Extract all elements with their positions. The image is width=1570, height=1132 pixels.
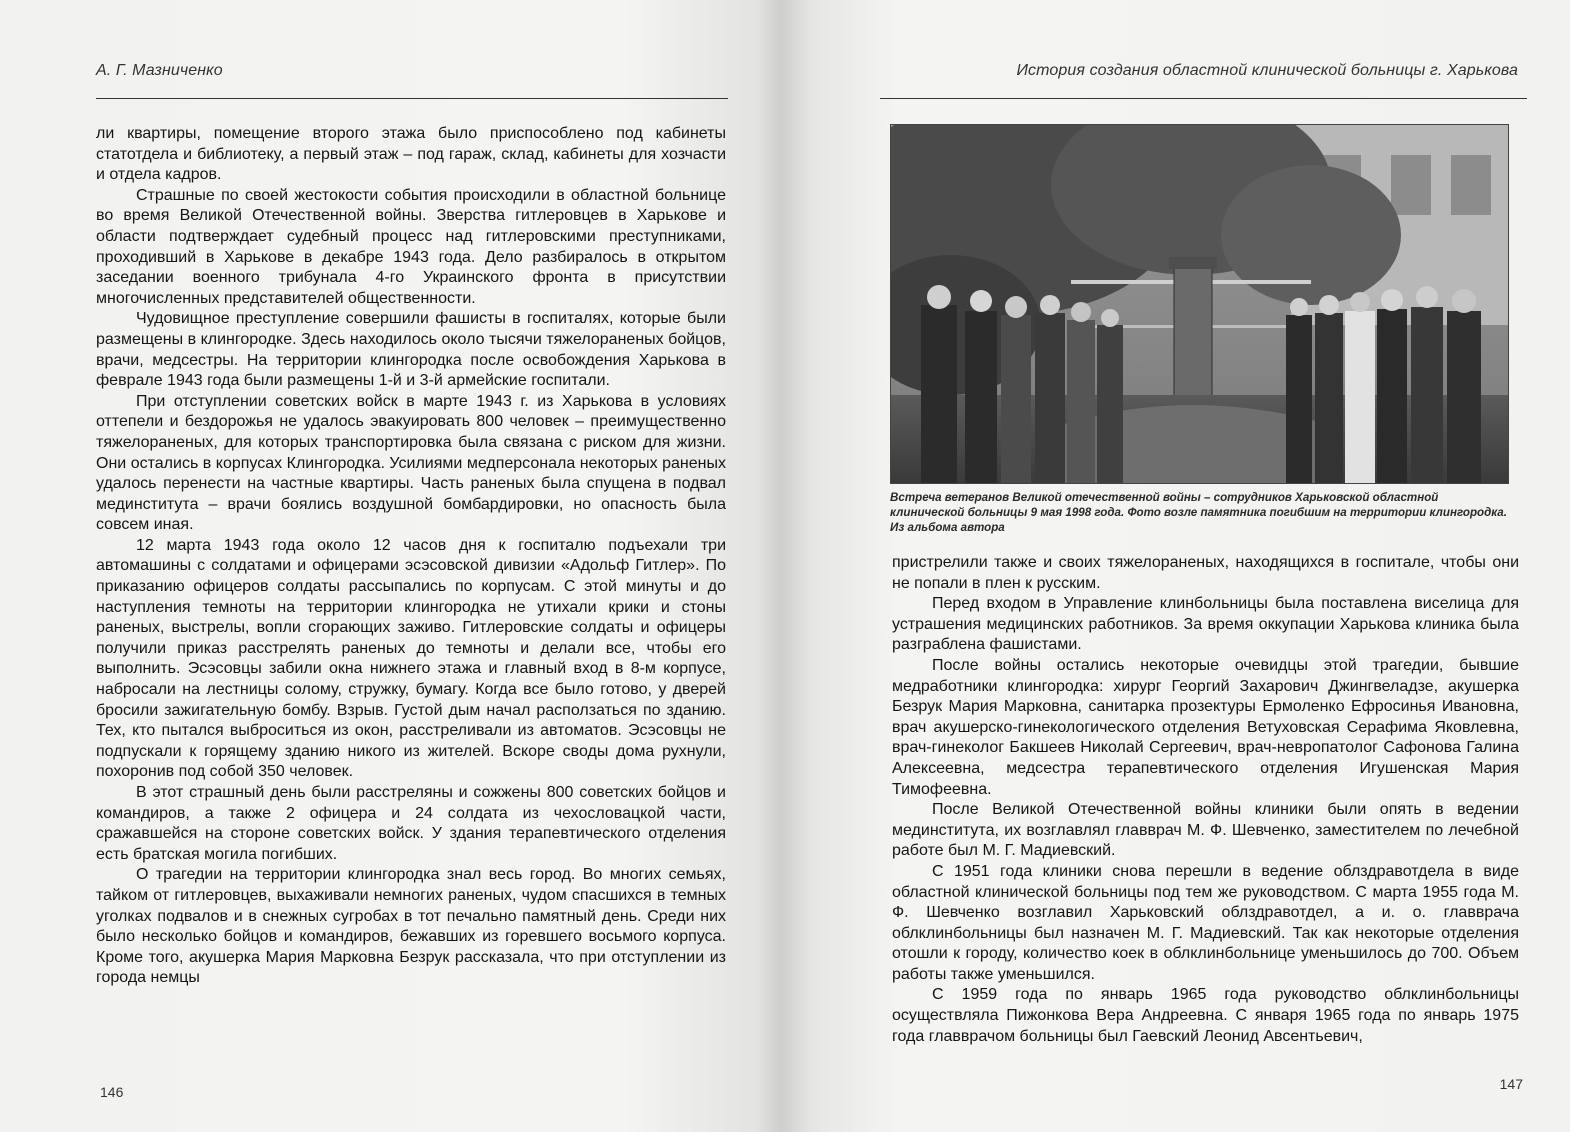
- paragraph: пристрелили также и своих тяжелораненых, находящихся в госпитале, чтобы они не попали в плен к русским.: [892, 554, 1519, 592]
- left-page: [0, 0, 780, 1132]
- page-number: 146: [100, 1084, 124, 1100]
- paragraph: Перед входом в Управление клинбольницы была поставлена виселица для устрашения медицинских работников. За время оккупации Харькова клиника была разграблена фашистами.: [892, 595, 1519, 654]
- right-page: [780, 0, 1570, 1132]
- header-rule: [96, 98, 728, 99]
- running-header-author: А. Г. Мазниченко: [96, 62, 223, 79]
- paragraph: С 1951 года клиники снова перешли в ведение облздравотдела в виде областной клинической больницы под тем же руководством. С марта 1955 года М. Ф. Шевченко возглавил Харьковский облздравотдел, а и. о. главврача облклинбольницы был назначен М. Г. Мадиевский. Так как некоторые отделения отошли к городу, количество коек в облклинбольнице уменьшилось до 700. Объем работы также уменьшился.: [892, 862, 1519, 983]
- veterans-photo: [890, 124, 1509, 484]
- paragraph: ли квартиры, помещение второго этажа было приспособлено под кабинеты статотдела и библиотеку, а первый этаж – под гараж, склад, кабинеты для хозчасти и отдела кадров.: [96, 125, 726, 184]
- paragraph: При отступлении советских войск в марте 1943 г. из Харькова в условиях оттепели и бездорожья не удалось эвакуировать 800 человек – преимущественно тяжелораненых, для которых транспортировка была связана с риском для жизни. Они остались в корпусах Клингородка. Усилиями медперсонала некоторых раненых удалось перенести на частные квартиры. Часть раненых была спущена в подвал мединститута – врачи боялись воздушной бомбардировки, но опасность была совсем иная.: [96, 392, 726, 534]
- paragraph: В этот страшный день были расстреляны и сожжены 800 советских бойцов и командиров, а также 2 офицера и 24 солдата из чехословацкой части, сражавшейся на стороне советских войск. У здания терапевтического отделения есть братская могила погибших.: [96, 784, 726, 863]
- paragraph: Страшные по своей жестокости события происходили в областной больнице во время Великой Отечественной войны. Зверства гитлеровцев в Харькове и области подтверждает судебный процесс над гитлеровскими преступниками, проходивший в Харькове в декабре 1943 года. Дело разбиралось в открытом заседании военного трибунала 4-го Украинского фронта в присутствии многочисленных представителей общественности.: [96, 186, 726, 307]
- left-text-column: [96, 124, 726, 989]
- right-text-column: [892, 553, 1519, 1047]
- page-number: 147: [1499, 1076, 1523, 1092]
- paragraph: О трагедии на территории клингородка знал весь город. Во многих семьях, тайком от гитлеровцев, выхаживали немногих раненых, чудом спасшихся в темных уголках подвалов и в снежных сугробах в тот печально памятный день. Среди них было несколько бойцов и командиров, бежавших из горевшего восьмого корпуса. Кроме того, акушерка Мария Марковна Безрук рассказала, что при отступлении из города немцы: [96, 866, 726, 987]
- running-header-title: История создания областной клинической больницы г. Харькова: [1016, 62, 1518, 79]
- paragraph: 12 марта 1943 года около 12 часов дня к госпиталю подъехали три автомашины с солдатами и офицерами эсэсовской дивизии «Адольф Гитлер». По приказанию офицеров солдаты рассыпались по корпусам. С этой минуты и до наступления темноты на территории клингородка не утихали крики и стоны раненых, выстрелы, вопли сгорающих заживо. Гитлеровские солдаты и офицеры получили приказ расстрелять раненых до темноты и делали все, чтобы его выполнить. Эсэсовцы забили окна нижнего этажа и главный вход в 8-м корпусе, набросали на лестницы солому, стружку, бумагу. Когда все было готово, у дверей бросили зажигательную бомбу. Взрыв. Густой дым начал расползаться по зданию. Тех, кто пытался выброситься из окон, расстреливали из автоматов. Эсэсовцы не подпускали к горящему зданию никого из жителей. Вскоре своды дома рухнули, похоронив под собой 350 человек.: [96, 536, 726, 781]
- paragraph: После Великой Отечественной войны клиники были опять в ведении мединститута, их возглавлял главврач М. Ф. Шевченко, заместителем по лечебной работе был М. Г. Мадиевский.: [892, 801, 1519, 860]
- photo-caption: Встреча ветеранов Великой отечественной войны – сотрудников Харьковской областной клинической больницы 9 мая 1998 года. Фото возле памятника погибшим на территории клингородка. Из альбома автора: [890, 491, 1507, 534]
- paragraph: Чудовищное преступление совершили фашисты в госпиталях, которые были размещены в клингородке. Здесь находилось около тысячи тяжелораненых бойцов, врачи, медсестры. На территории клингородка после освобождения Харькова в феврале 1943 года были размещены 1-й и 3-й армейские госпитали.: [96, 310, 726, 390]
- paragraph: После войны остались некоторые очевидцы этой трагедии, бывшие медработники клингородка: хирург Георгий Захарович Джингвеладзе, акушерка Безрук Мария Марковна, санитарка прозектуры Ермоленко Ефросинья Ивановна, врач акушерско-гинекологического отделения Ветуховская Серафима Яковлевна, врач-гинеколог Бакшеев Николай Сергеевич, врач-невропатолог Сафонова Галина Алексеевна, медсестра терапевтического отделения Игушенская Мария Тимофеевна.: [892, 656, 1519, 798]
- paragraph: С 1959 года по январь 1965 года руководство облклинбольницы осуществляла Пижонкова Вера Андреевна. С января 1965 года по январь 1975 года главврачом больницы был Гаевский Леонид Авсентьевич,: [892, 986, 1519, 1045]
- header-rule: [880, 98, 1527, 99]
